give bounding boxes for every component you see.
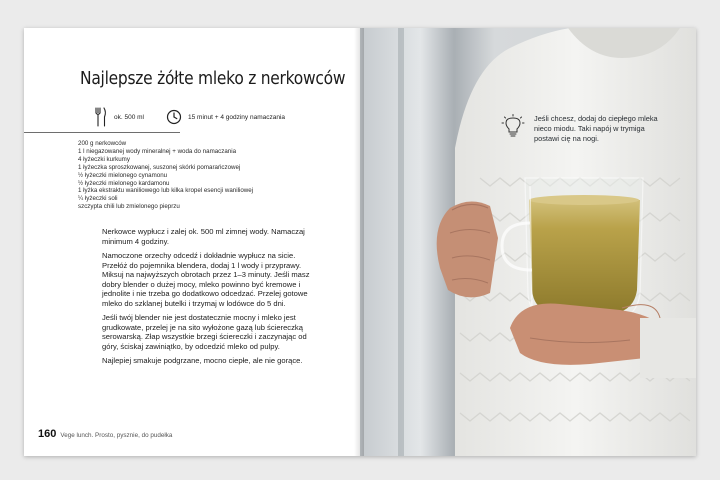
lightbulb-icon — [500, 114, 526, 140]
divider — [24, 132, 180, 133]
method-paragraph: Namoczone orzechy odcedź i dokładnie wypłucz na sicie. Przełóż do pojemnika blendera, dodaj 1 l wody i przyprawy. Miksuj na najwyższych obrotach przez 1–3 minuty. Jeśli masz dobry blender o dużej mocy, mleko powinno być kremowe i jednolite i nie trzeba go dodatkowo odcedzać. Przelej gotowe mleko do szklanej butelki i trzymaj w lodówce do 5 dni. — [102, 251, 310, 308]
running-head: Vege lunch. Prosto, pysznie, do pudełka — [60, 432, 173, 439]
spine-shadow — [354, 28, 364, 456]
ingredients-list — [78, 140, 253, 211]
ingredient-item: 200 g nerkowców — [78, 140, 127, 147]
ingredient-item: 1 l niegazowanej wody mineralnej + woda do namaczania — [78, 147, 237, 155]
photo-hands-holding-mug — [360, 28, 696, 456]
ingredient-item: ½ łyżeczki mielonego kardamonu — [78, 179, 170, 187]
tip-text: Jeśli chcesz, dodaj do ciepłego mleka nieco miodu. Taki napój w trymiga postawi cię na nogi. — [534, 114, 658, 143]
recipe-title: Najlepsze żółte mleko z nerkowców — [80, 68, 346, 89]
method-paragraph: Nerkowce wypłucz i zalej ok. 500 ml zimnej wody. Namaczaj minimum 4 godziny. — [102, 227, 305, 246]
ingredient-item: 1 łyżeczka sproszkowanej, suszonej skórki pomarańczowej — [78, 163, 241, 171]
method-section — [102, 227, 312, 371]
ingredient-item: 4 łyżeczki kurkumy — [78, 155, 130, 163]
clock-icon — [166, 109, 182, 125]
tip-box — [500, 114, 664, 144]
right-page — [360, 28, 696, 456]
page-footer — [38, 428, 172, 440]
servings-info — [92, 106, 144, 128]
fork-knife-icon — [92, 106, 108, 128]
ingredient-item: ½ łyżeczki mielonego cynamonu — [78, 171, 168, 179]
left-page — [24, 28, 360, 456]
method-paragraph: Najlepiej smakuje podgrzane, mocno ciepłe, ale nie gorące. — [102, 356, 303, 365]
ingredient-item: ¼ łyżeczki soli — [78, 195, 118, 203]
ingredient-item: 1 łyżka ekstraktu waniliowego lub kilka kropel esencji waniliowej — [78, 187, 254, 195]
time-info — [166, 106, 285, 128]
ingredient-item: szczypta chili lub zmielonego pieprzu — [78, 203, 180, 211]
servings-text: ok. 500 ml — [114, 113, 144, 121]
book-spread — [24, 28, 696, 456]
page-number: 160 — [38, 428, 57, 440]
method-paragraph: Jeśli twój blender nie jest dostatecznie mocny i mleko jest grudkowate, przelej je na sito wyłożone gazą lub ściereczką serowarską. Złap wszystkie brzegi ściereczki i zaczynając od góry, ściskaj zawiniątko, by odcedzić mleko od pulpy. — [102, 313, 307, 351]
time-text: 15 minut + 4 godziny namaczania — [188, 113, 286, 121]
